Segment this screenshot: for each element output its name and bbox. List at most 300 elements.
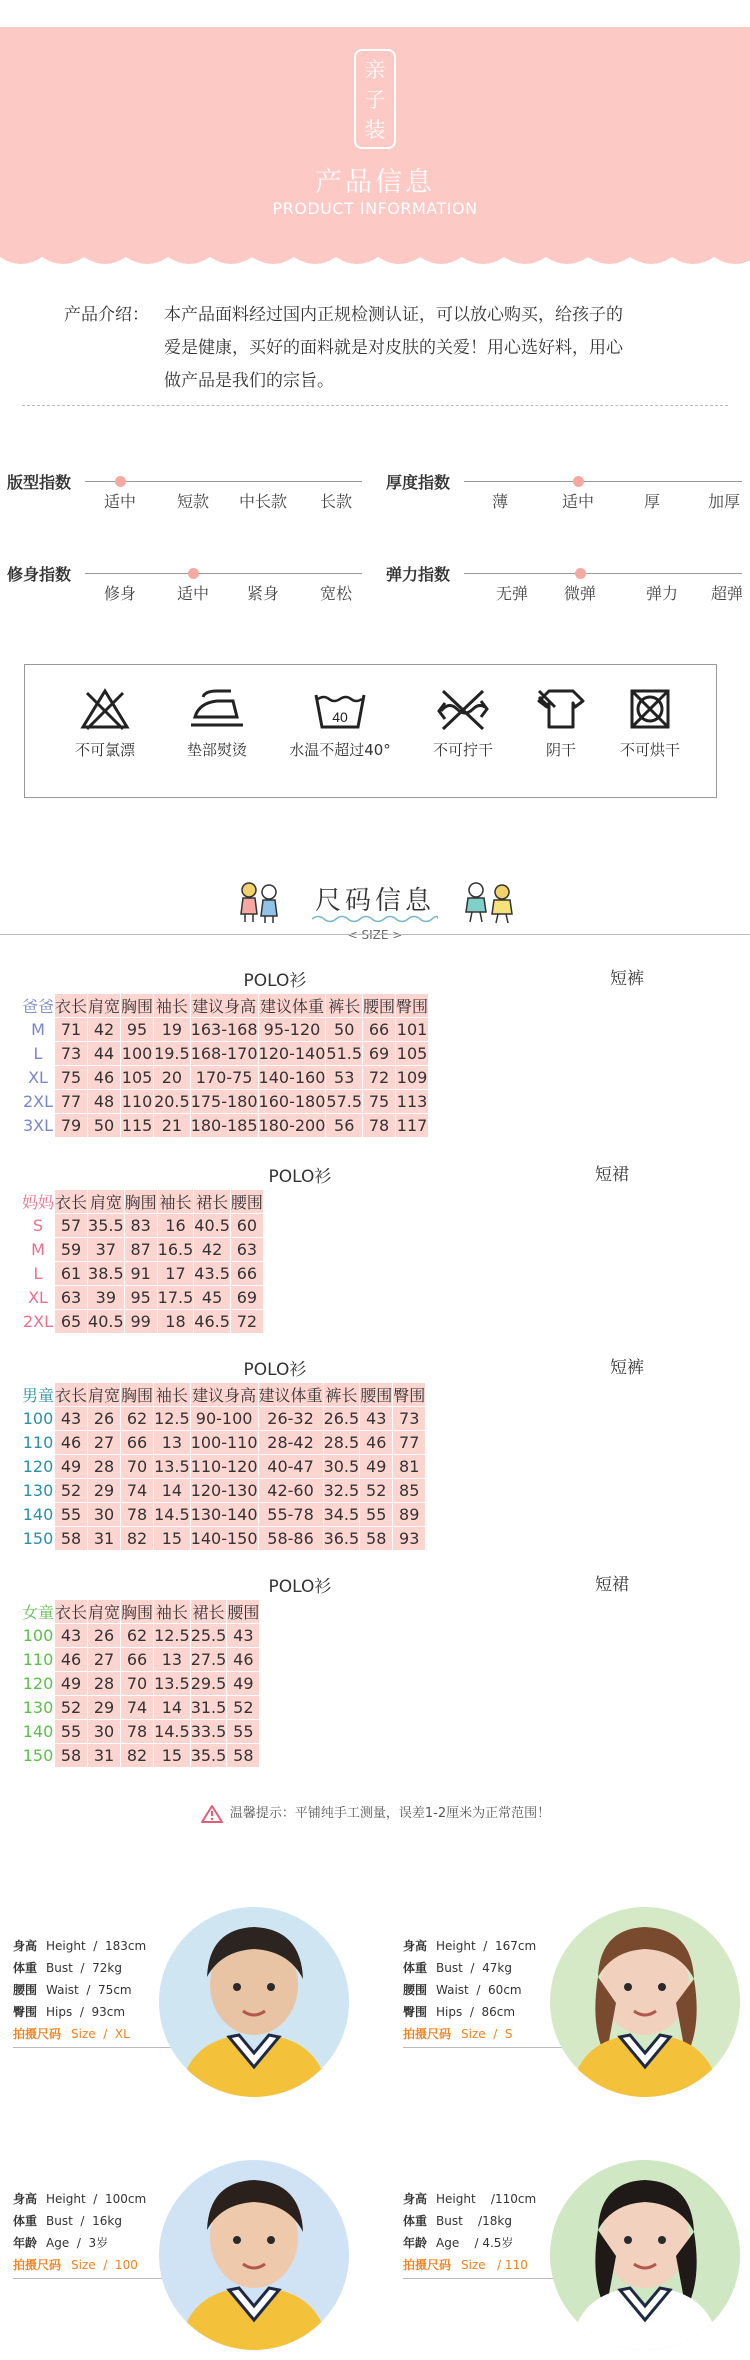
table-header-row bbox=[22, 1383, 426, 1407]
size-table bbox=[22, 1190, 264, 1334]
table-cell: 14.5 bbox=[154, 1720, 191, 1744]
measurement-key: 体重 bbox=[403, 1961, 428, 1975]
care-label: 阴干 bbox=[545, 741, 576, 759]
measurement-value: Hips / 86cm bbox=[436, 2005, 516, 2019]
index-option: 微弹 bbox=[563, 584, 597, 603]
table-cell: 60 bbox=[231, 1214, 264, 1238]
fitting-size-value: Size / 110 bbox=[461, 2258, 528, 2272]
table-header-row bbox=[22, 994, 429, 1018]
size-label: 150 bbox=[22, 1744, 55, 1768]
divider bbox=[0, 934, 750, 935]
table-cell: 56 bbox=[326, 1114, 363, 1138]
wave-decoration bbox=[312, 914, 438, 924]
table-cell: 33.5 bbox=[191, 1720, 228, 1744]
care-label: 水温不超过40° bbox=[289, 741, 391, 759]
index-option: 适中 bbox=[561, 492, 595, 511]
column-header: 臀围 bbox=[393, 1383, 426, 1407]
table-cell: 50 bbox=[326, 1018, 363, 1042]
size-label: L bbox=[22, 1042, 55, 1066]
table-cell: 51.5 bbox=[326, 1042, 363, 1066]
measurement-row bbox=[403, 1935, 536, 1957]
wash-40-icon bbox=[312, 687, 368, 731]
size-table bbox=[22, 994, 429, 1138]
measurement-key: 体重 bbox=[403, 2214, 428, 2228]
care-item bbox=[50, 687, 160, 760]
table-row bbox=[22, 1720, 260, 1744]
table-cell: 29 bbox=[88, 1696, 121, 1720]
measurement-key: 年龄 bbox=[13, 2236, 38, 2250]
table-row bbox=[22, 1018, 429, 1042]
table-cell: 39 bbox=[88, 1286, 125, 1310]
table-cell: 58 bbox=[227, 1744, 260, 1768]
table-cell: 30 bbox=[88, 1503, 121, 1527]
no-wring-icon bbox=[435, 687, 491, 731]
index-marker bbox=[573, 476, 584, 487]
table-cell: 72 bbox=[231, 1310, 264, 1334]
table-row bbox=[22, 1648, 260, 1672]
measurement-value: Bust / 16kg bbox=[46, 2214, 122, 2228]
table-row bbox=[22, 1503, 426, 1527]
table-cell: 78 bbox=[363, 1114, 396, 1138]
fitting-size-key: 拍摄尺码 bbox=[13, 2258, 62, 2272]
table-cell: 78 bbox=[121, 1720, 154, 1744]
size-label: 150 bbox=[22, 1527, 55, 1551]
parent-child-badge bbox=[354, 49, 396, 149]
measurement-value: Hips / 93cm bbox=[46, 2005, 126, 2019]
table-cell: 69 bbox=[231, 1286, 264, 1310]
table-row bbox=[22, 1479, 426, 1503]
measurement-row bbox=[13, 1979, 146, 2001]
table-cell: 81 bbox=[393, 1455, 426, 1479]
measurement-row bbox=[13, 2232, 146, 2254]
table-cell: 100 bbox=[121, 1042, 154, 1066]
column-header: 肩宽 bbox=[88, 1190, 125, 1214]
badge-char: 亲 bbox=[364, 58, 386, 82]
table-cell: 31 bbox=[88, 1744, 121, 1768]
index-name: 修身指数 bbox=[7, 565, 72, 584]
index-option: 厚 bbox=[643, 492, 661, 511]
table-cell: 70 bbox=[121, 1455, 154, 1479]
column-header: 肩宽 bbox=[88, 1383, 121, 1407]
table-cell: 26-32 bbox=[259, 1407, 324, 1431]
table-cell: 42 bbox=[194, 1238, 231, 1262]
table-cell: 93 bbox=[393, 1527, 426, 1551]
model-photo bbox=[159, 2160, 349, 2350]
model-measurements bbox=[13, 1935, 146, 2045]
index-track bbox=[85, 573, 362, 574]
size-title: 尺码信息 bbox=[314, 886, 435, 916]
table-cell: 62 bbox=[121, 1624, 154, 1648]
table-cell: 12.5 bbox=[154, 1624, 191, 1648]
table-cell: 59 bbox=[55, 1238, 88, 1262]
table-cell: 82 bbox=[121, 1527, 154, 1551]
table-row bbox=[22, 1114, 429, 1138]
no-bleach-icon bbox=[79, 687, 131, 731]
table-row bbox=[22, 1431, 426, 1455]
size-label: 140 bbox=[22, 1503, 55, 1527]
table-cell: 32.5 bbox=[324, 1479, 361, 1503]
table-cell: 30 bbox=[88, 1720, 121, 1744]
measurement-value: Waist / 60cm bbox=[436, 1983, 522, 1997]
size-label: L bbox=[22, 1262, 55, 1286]
table-cell: 100-110 bbox=[191, 1431, 259, 1455]
column-header: 胸围 bbox=[121, 1383, 154, 1407]
measurement-note bbox=[0, 1802, 750, 1824]
measurement-key: 年龄 bbox=[403, 2236, 428, 2250]
table-cell: 52 bbox=[55, 1696, 88, 1720]
table-cell: 58 bbox=[360, 1527, 393, 1551]
measurement-key: 身高 bbox=[403, 1939, 428, 1953]
measurement-value: Height / 100cm bbox=[46, 2192, 147, 2206]
table-cell: 48 bbox=[88, 1090, 121, 1114]
person-label: 妈妈 bbox=[22, 1190, 55, 1214]
scallop-edge bbox=[0, 243, 750, 271]
measurement-key: 体重 bbox=[13, 2214, 38, 2228]
table-cell: 25.5 bbox=[191, 1624, 228, 1648]
size-label: 130 bbox=[22, 1696, 55, 1720]
table-cell: 44 bbox=[88, 1042, 121, 1066]
table-cell: 46.5 bbox=[194, 1310, 231, 1334]
table-cell: 28-42 bbox=[259, 1431, 324, 1455]
measurement-value: Height / 167cm bbox=[436, 1939, 537, 1953]
measurement-value: Bust / 47kg bbox=[436, 1961, 512, 1975]
table-cell: 91 bbox=[125, 1262, 158, 1286]
measurement-value: Height /110cm bbox=[436, 2192, 537, 2206]
table-cell: 42-60 bbox=[259, 1479, 324, 1503]
table-cell: 27.5 bbox=[191, 1648, 228, 1672]
table-cell: 29 bbox=[88, 1479, 121, 1503]
table-cell: 46 bbox=[55, 1648, 88, 1672]
underline bbox=[403, 2278, 563, 2279]
fitting-size-key: 拍摄尺码 bbox=[403, 2027, 452, 2041]
index-option: 超弹 bbox=[710, 584, 744, 603]
table-cell: 36.5 bbox=[324, 1527, 361, 1551]
table-cell: 110-120 bbox=[191, 1455, 259, 1479]
size-label: 130 bbox=[22, 1479, 55, 1503]
size-label: 3XL bbox=[22, 1114, 55, 1138]
table-cell: 53 bbox=[326, 1066, 363, 1090]
size-label: 120 bbox=[22, 1672, 55, 1696]
table-cell: 20 bbox=[154, 1066, 191, 1090]
measurement-key: 臀围 bbox=[13, 2005, 38, 2019]
kids-illustration-icon bbox=[462, 880, 518, 924]
size-label: 100 bbox=[22, 1407, 55, 1431]
table-cell: 66 bbox=[231, 1262, 264, 1286]
table-cell: 37 bbox=[88, 1238, 125, 1262]
table-cell: 43 bbox=[55, 1624, 88, 1648]
measurement-row bbox=[403, 1979, 536, 2001]
table-cell: 27 bbox=[88, 1648, 121, 1672]
table-header-row bbox=[22, 1190, 264, 1214]
iron-with-cloth-icon bbox=[187, 687, 247, 731]
index-option: 修身 bbox=[103, 584, 137, 603]
banner-title: 产品信息 bbox=[315, 167, 435, 198]
table-cell: 180-200 bbox=[259, 1114, 327, 1138]
table-cell: 40.5 bbox=[194, 1214, 231, 1238]
measurement-key: 身高 bbox=[13, 1939, 38, 1953]
table-cell: 17.5 bbox=[158, 1286, 195, 1310]
column-header: 胸围 bbox=[125, 1190, 158, 1214]
table-cell: 40.5 bbox=[88, 1310, 125, 1334]
fitting-size-key: 拍摄尺码 bbox=[13, 2027, 62, 2041]
table-cell: 95-120 bbox=[259, 1018, 327, 1042]
column-header: 腰围 bbox=[363, 994, 396, 1018]
table-row bbox=[22, 1624, 260, 1648]
column-header: 袖长 bbox=[158, 1190, 195, 1214]
care-item bbox=[595, 687, 705, 760]
table-cell: 78 bbox=[121, 1503, 154, 1527]
table-cell: 95 bbox=[121, 1018, 154, 1042]
banner-subtitle: PRODUCT INFORMATION bbox=[272, 199, 478, 218]
table-cell: 55 bbox=[360, 1503, 393, 1527]
table-cell: 46 bbox=[360, 1431, 393, 1455]
model-photo bbox=[550, 1907, 740, 2097]
index-2 bbox=[7, 562, 367, 612]
measurement-key: 臀围 bbox=[403, 2005, 428, 2019]
table-cell: 43 bbox=[360, 1407, 393, 1431]
index-option: 无弹 bbox=[495, 584, 529, 603]
index-name: 厚度指数 bbox=[386, 473, 451, 492]
model-photo bbox=[159, 1907, 349, 2097]
care-label: 不可拧干 bbox=[432, 741, 493, 759]
fitting-size bbox=[403, 2254, 536, 2276]
table-cell: 12.5 bbox=[154, 1407, 191, 1431]
column-header: 建议体重 bbox=[259, 1383, 324, 1407]
table-cell: 15 bbox=[154, 1527, 191, 1551]
index-option: 中长款 bbox=[238, 492, 288, 511]
measurement-row bbox=[13, 2188, 146, 2210]
shade-dry-icon bbox=[535, 687, 587, 731]
index-option: 弹力 bbox=[645, 584, 679, 603]
measurement-value: Waist / 75cm bbox=[46, 1983, 132, 1997]
measurement-key: 腰围 bbox=[13, 1983, 38, 1997]
table-cell: 16 bbox=[158, 1214, 195, 1238]
group-title-top: POLO衫 bbox=[243, 971, 307, 991]
model-measurements bbox=[403, 1935, 536, 2045]
care-label: 垫部熨烫 bbox=[186, 741, 247, 759]
model-card bbox=[13, 2160, 353, 2360]
table-cell: 30.5 bbox=[324, 1455, 361, 1479]
table-row bbox=[22, 1286, 264, 1310]
fitting-size bbox=[403, 2023, 536, 2045]
table-cell: 63 bbox=[231, 1238, 264, 1262]
person-label: 爸爸 bbox=[22, 994, 55, 1018]
table-cell: 50 bbox=[88, 1114, 121, 1138]
size-label: 120 bbox=[22, 1455, 55, 1479]
underline bbox=[13, 2278, 173, 2279]
table-cell: 105 bbox=[396, 1042, 429, 1066]
table-cell: 73 bbox=[393, 1407, 426, 1431]
size-table bbox=[22, 1600, 260, 1768]
table-cell: 89 bbox=[393, 1503, 426, 1527]
measurement-row bbox=[403, 1957, 536, 1979]
table-cell: 180-185 bbox=[191, 1114, 259, 1138]
table-row bbox=[22, 1238, 264, 1262]
table-cell: 35.5 bbox=[88, 1214, 125, 1238]
model-card bbox=[403, 1907, 743, 2107]
table-cell: 34.5 bbox=[324, 1503, 361, 1527]
warning-icon bbox=[200, 1804, 224, 1824]
badge-char: 装 bbox=[364, 118, 386, 142]
column-header: 裤长 bbox=[326, 994, 363, 1018]
measurement-value: Age / 4.5岁 bbox=[436, 2236, 514, 2250]
table-cell: 35.5 bbox=[191, 1744, 228, 1768]
measurement-row bbox=[13, 1957, 146, 1979]
table-cell: 26 bbox=[88, 1624, 121, 1648]
table-cell: 49 bbox=[360, 1455, 393, 1479]
fitting-size-value: Size / S bbox=[461, 2027, 513, 2041]
no-tumble-dry-icon bbox=[626, 687, 674, 731]
fitting-size bbox=[13, 2023, 146, 2045]
table-row bbox=[22, 1527, 426, 1551]
size-label: M bbox=[22, 1018, 55, 1042]
table-cell: 26.5 bbox=[324, 1407, 361, 1431]
size-label: XL bbox=[22, 1286, 55, 1310]
table-cell: 66 bbox=[363, 1018, 396, 1042]
table-cell: 120-140 bbox=[259, 1042, 327, 1066]
underline bbox=[403, 2047, 563, 2048]
table-cell: 29.5 bbox=[191, 1672, 228, 1696]
column-header: 建议体重 bbox=[259, 994, 327, 1018]
fitting-size-key: 拍摄尺码 bbox=[403, 2258, 452, 2272]
table-cell: 31 bbox=[88, 1527, 121, 1551]
index-option: 宽松 bbox=[319, 584, 353, 603]
intro-label: 产品介绍： bbox=[64, 305, 149, 325]
measurement-row bbox=[13, 2210, 146, 2232]
table-cell: 105 bbox=[121, 1066, 154, 1090]
table-cell: 75 bbox=[55, 1066, 88, 1090]
person-label: 男童 bbox=[22, 1383, 55, 1407]
table-cell: 15 bbox=[154, 1744, 191, 1768]
warning-text: 温馨提示：平铺纯手工测量，误差1-2厘米为正常范围！ bbox=[229, 1806, 551, 1821]
index-track bbox=[464, 573, 742, 574]
model-card bbox=[403, 2160, 743, 2360]
table-cell: 75 bbox=[363, 1090, 396, 1114]
column-header: 臀围 bbox=[396, 994, 429, 1018]
table-cell: 95 bbox=[125, 1286, 158, 1310]
table-cell: 19 bbox=[154, 1018, 191, 1042]
index-option: 适中 bbox=[103, 492, 137, 511]
model-card bbox=[13, 1907, 353, 2107]
index-0 bbox=[7, 470, 367, 520]
column-header: 腰围 bbox=[231, 1190, 264, 1214]
table-header-row bbox=[22, 1600, 260, 1624]
table-cell: 55 bbox=[227, 1720, 260, 1744]
model-measurements bbox=[13, 2188, 146, 2276]
table-cell: 83 bbox=[125, 1214, 158, 1238]
table-cell: 85 bbox=[393, 1479, 426, 1503]
column-header: 袖长 bbox=[154, 1383, 191, 1407]
size-label: 140 bbox=[22, 1720, 55, 1744]
table-cell: 87 bbox=[125, 1238, 158, 1262]
index-3 bbox=[386, 562, 746, 612]
measurement-row bbox=[403, 2188, 536, 2210]
table-cell: 62 bbox=[121, 1407, 154, 1431]
table-cell: 117 bbox=[396, 1114, 429, 1138]
table-cell: 14.5 bbox=[154, 1503, 191, 1527]
table-cell: 58 bbox=[55, 1744, 88, 1768]
table-cell: 77 bbox=[55, 1090, 88, 1114]
column-header: 肩宽 bbox=[88, 1600, 121, 1624]
table-cell: 28 bbox=[88, 1672, 121, 1696]
table-cell: 65 bbox=[55, 1310, 88, 1334]
table-cell: 99 bbox=[125, 1310, 158, 1334]
index-option: 薄 bbox=[491, 492, 509, 511]
measurement-row bbox=[13, 2001, 146, 2023]
table-cell: 90-100 bbox=[191, 1407, 259, 1431]
measurement-key: 腰围 bbox=[403, 1983, 428, 1997]
measurement-key: 体重 bbox=[13, 1961, 38, 1975]
intro-line: 做产品是我们的宗旨。 bbox=[164, 371, 334, 391]
fitting-size-value: Size / XL bbox=[71, 2027, 130, 2041]
table-cell: 21 bbox=[154, 1114, 191, 1138]
table-cell: 130-140 bbox=[191, 1503, 259, 1527]
column-header: 裙长 bbox=[194, 1190, 231, 1214]
table-row bbox=[22, 1455, 426, 1479]
measurement-value: Age / 3岁 bbox=[46, 2236, 109, 2250]
table-cell: 73 bbox=[55, 1042, 88, 1066]
table-cell: 13.5 bbox=[154, 1455, 191, 1479]
care-label: 不可烘干 bbox=[619, 741, 680, 759]
table-cell: 16.5 bbox=[158, 1238, 195, 1262]
table-cell: 101 bbox=[396, 1018, 429, 1042]
table-cell: 61 bbox=[55, 1262, 88, 1286]
table-cell: 46 bbox=[227, 1648, 260, 1672]
group-title-bottom: 短裤 bbox=[610, 969, 644, 989]
table-row bbox=[22, 1090, 429, 1114]
column-header: 衣长 bbox=[55, 1190, 88, 1214]
table-cell: 140-150 bbox=[191, 1527, 259, 1551]
table-cell: 43 bbox=[227, 1624, 260, 1648]
table-cell: 38.5 bbox=[88, 1262, 125, 1286]
group-title-bottom: 短裙 bbox=[595, 1165, 629, 1185]
size-table bbox=[22, 1383, 426, 1551]
column-header: 袖长 bbox=[154, 994, 191, 1018]
size-label: 100 bbox=[22, 1624, 55, 1648]
table-cell: 120-130 bbox=[191, 1479, 259, 1503]
care-item bbox=[285, 687, 395, 760]
table-cell: 77 bbox=[393, 1431, 426, 1455]
table-cell: 115 bbox=[121, 1114, 154, 1138]
size-label: 2XL bbox=[22, 1310, 55, 1334]
table-cell: 13 bbox=[154, 1648, 191, 1672]
table-cell: 49 bbox=[55, 1455, 88, 1479]
table-cell: 70 bbox=[121, 1672, 154, 1696]
measurement-value: Bust / 72kg bbox=[46, 1961, 122, 1975]
column-header: 建议身高 bbox=[191, 1383, 259, 1407]
table-cell: 42 bbox=[88, 1018, 121, 1042]
table-row bbox=[22, 1310, 264, 1334]
fitting-size-value: Size / 100 bbox=[71, 2258, 138, 2272]
size-label: 2XL bbox=[22, 1090, 55, 1114]
care-instructions bbox=[24, 664, 717, 798]
index-option: 长款 bbox=[319, 492, 353, 511]
index-marker bbox=[188, 568, 199, 579]
index-name: 弹力指数 bbox=[386, 565, 451, 584]
size-label: XL bbox=[22, 1066, 55, 1090]
table-cell: 55-78 bbox=[259, 1503, 324, 1527]
column-header: 腰围 bbox=[360, 1383, 393, 1407]
index-option: 紧身 bbox=[246, 584, 280, 603]
table-cell: 74 bbox=[121, 1479, 154, 1503]
table-cell: 43 bbox=[55, 1407, 88, 1431]
table-cell: 168-170 bbox=[191, 1042, 259, 1066]
measurement-value: Bust /18kg bbox=[436, 2214, 512, 2228]
table-cell: 18 bbox=[158, 1310, 195, 1334]
size-label: 110 bbox=[22, 1648, 55, 1672]
group-title-bottom: 短裙 bbox=[595, 1575, 629, 1595]
table-cell: 66 bbox=[121, 1431, 154, 1455]
